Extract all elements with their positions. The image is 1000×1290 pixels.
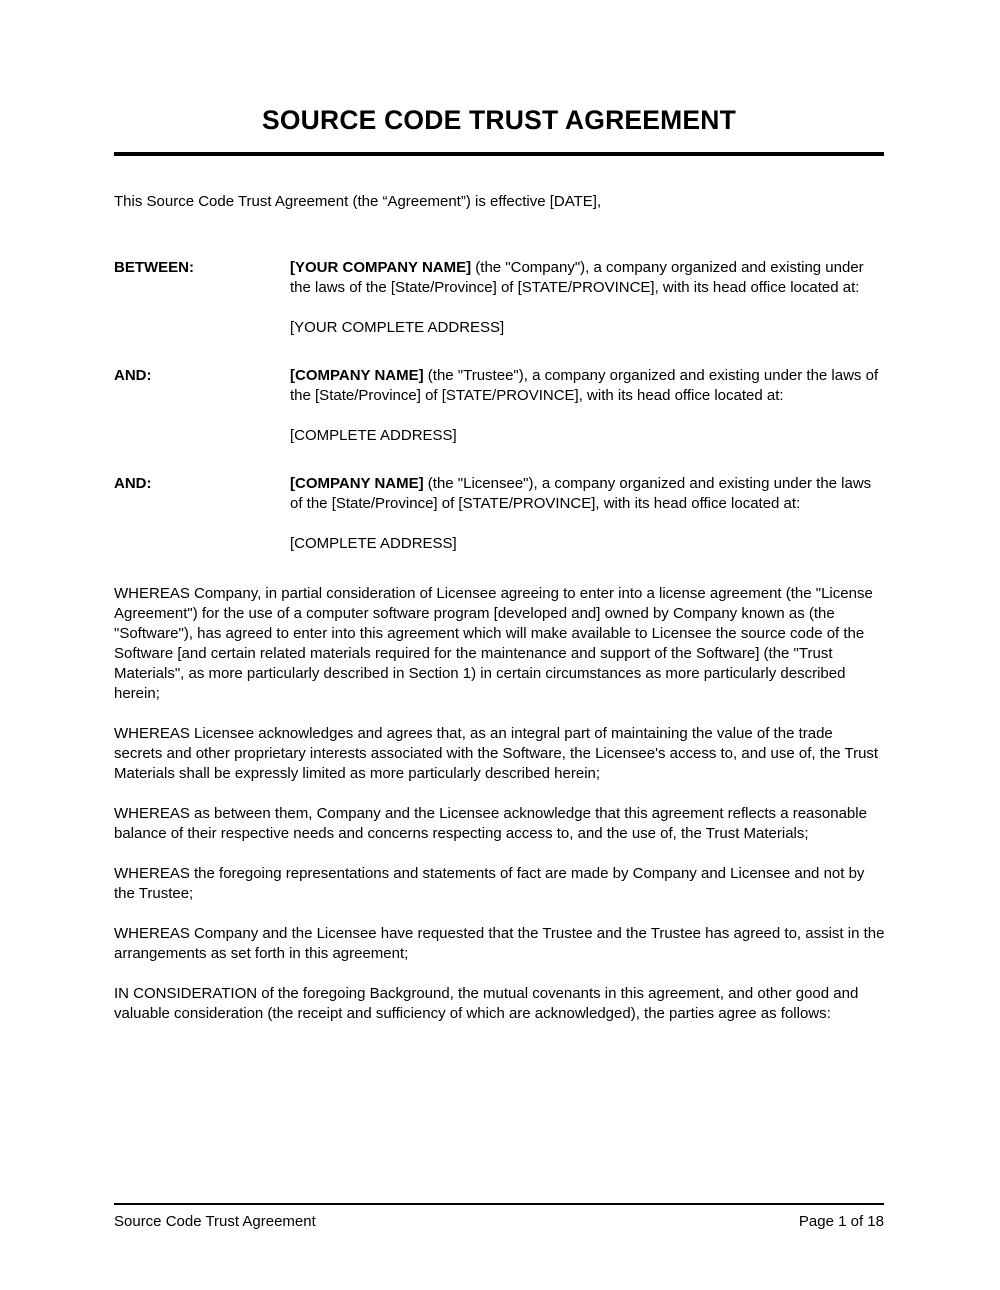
party-name-licensee: [COMPANY NAME] [290,475,424,492]
footer-page-number: Page 1 of 18 [798,1213,884,1230]
recital-paragraph: WHEREAS Company, in partial consideration of Licensee agreeing to enter into a license agreement (the "License Agreement") for the use of a computer software program [developed and] owned by Company known as (the "Software"), has agreed to enter into this agreement which will make available to Licensee the source code of the Software [and certain related materials required for the maintenance and support of the Software] (the "Trust Materials", as more particularly described in Section 1) in certain circumstances as more particularly described herein; [114,585,873,702]
effective-date-line: This Source Code Trust Agreement (the “Agreement”) is effective [DATE], [114,193,602,210]
consideration-paragraph: IN CONSIDERATION of the foregoing Background, the mutual covenants in this agreement, and other good and valuable consideration (the receipt and sufficiency of which are acknowledged), the parties agree as follows: [114,985,859,1022]
footer-document-name: Source Code Trust Agreement [114,1213,316,1230]
party-label-and-licensee: AND: [114,475,152,492]
title-divider [114,152,884,156]
recitals-section [114,584,885,1024]
party-text-company: (the "Company"), a company organized and existing under the laws of the [State/Province] of [STATE/PROVINCE], with its head office located at: [290,259,864,296]
party-block-company [114,258,885,338]
party-address-company: [YOUR COMPLETE ADDRESS] [290,319,505,336]
party-address-licensee: [COMPLETE ADDRESS] [290,535,457,552]
party-name-trustee: [COMPANY NAME] [290,367,424,384]
party-details-company [290,258,885,338]
party-description-company [290,258,885,298]
party-description-trustee [290,366,885,406]
party-name-company: [YOUR COMPANY NAME] [290,259,472,276]
party-details-licensee [290,474,885,554]
party-block-trustee [114,366,885,446]
party-block-licensee [114,474,885,554]
party-text-licensee: (the "Licensee"), a company organized and existing under the laws of the [State/Province] of [STATE/PROVINCE], with its head office located at: [290,475,872,512]
document-body [114,192,885,1024]
recital-paragraph: WHEREAS as between them, Company and the Licensee acknowledge that this agreement reflects a reasonable balance of their respective needs and concerns respecting access to, and the use of, the Trust Materials; [114,805,867,842]
recital-paragraph: WHEREAS Licensee acknowledges and agrees that, as an integral part of maintaining the value of the trade secrets and other proprietary interests associated with the Software, the Licensee's access to, and use of, the Trust Materials shall be expressly limited as more particularly described herein; [114,725,879,782]
party-description-licensee [290,474,885,514]
recital-paragraph: WHEREAS the foregoing representations and statements of fact are made by Company and Licensee and not by the Trustee; [114,865,865,902]
recital-paragraph: WHEREAS Company and the Licensee have requested that the Trustee and the Trustee has agreed to, assist in the arrangements as set forth in this agreement; [114,925,885,962]
party-address-trustee: [COMPLETE ADDRESS] [290,427,457,444]
party-label-and-trustee: AND: [114,367,152,384]
page-footer [114,1212,884,1232]
page-title: SOURCE CODE TRUST AGREEMENT [261,105,737,135]
party-label-between: BETWEEN: [114,259,194,276]
party-details-trustee [290,366,885,446]
footer-divider [114,1203,884,1205]
party-text-trustee: (the "Trustee"), a company organized and existing under the laws of the [State/Province] of [STATE/PROVINCE], with its head office located at: [290,367,879,404]
